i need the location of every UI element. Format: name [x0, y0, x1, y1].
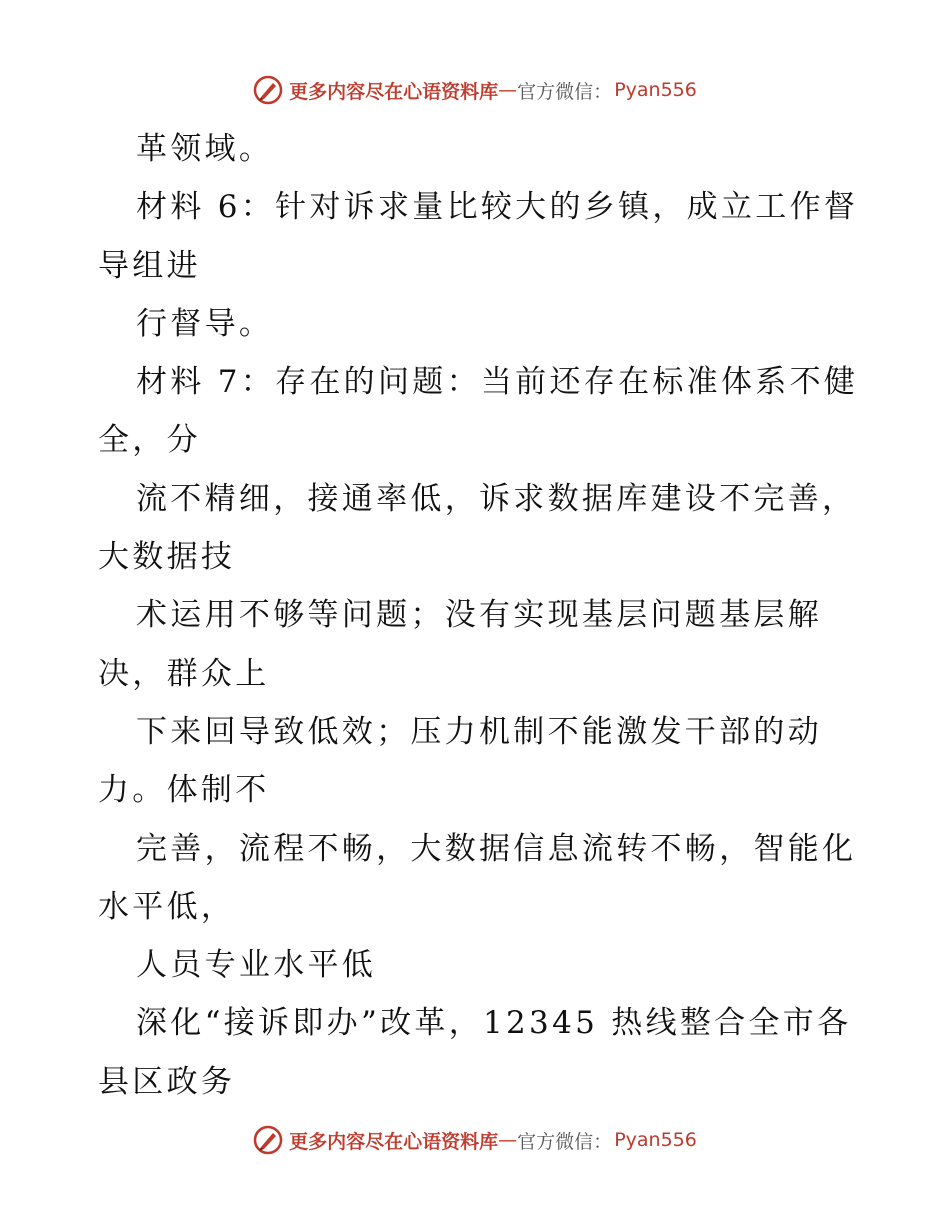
- text-line: 术运用不够等问题；没有实现基层问题基层解: [136, 597, 822, 634]
- text-line: 决，群众上: [98, 655, 270, 692]
- watermark-dash: —: [498, 1129, 518, 1151]
- watermark-text: 更多内容尽在心语资料库: [289, 1130, 499, 1153]
- watermark-official-label: 官方微信：: [517, 80, 613, 103]
- watermark-text: 更多内容尽在心语资料库: [289, 80, 499, 103]
- text-line: 大数据技: [98, 539, 236, 576]
- header-watermark: [0, 70, 950, 110]
- text-line: 人员专业水平低: [136, 947, 377, 984]
- text-line: 行督导。: [136, 305, 274, 342]
- text-line: 全，分: [98, 422, 201, 459]
- document-body: [98, 120, 858, 1111]
- text-line: 材料 6：针对诉求量比较大的乡镇，成立工作督: [136, 189, 858, 226]
- text-line: 革领域。: [136, 131, 274, 167]
- text-line: 导组进: [98, 247, 201, 284]
- text-line: 完善，流程不畅，大数据信息流转不畅，智能化: [136, 830, 857, 867]
- watermark-wechat-id: Pyan556: [614, 79, 697, 101]
- footer-watermark: [0, 1120, 950, 1160]
- text-line: 县区政务: [98, 1063, 236, 1100]
- pen-quill-icon: [253, 75, 283, 105]
- text-line: 水平低，: [98, 888, 236, 925]
- text-line: 力。体制不: [98, 772, 270, 809]
- text-line: 深化“接诉即办”改革，12345 热线整合全市各: [136, 1005, 852, 1042]
- watermark-official-label: 官方微信：: [517, 1130, 613, 1153]
- watermark-dash: —: [498, 79, 518, 101]
- text-line: 材料 7：存在的问题：当前还存在标准体系不健: [136, 364, 858, 401]
- text-line: 下来回导致低效；压力机制不能激发干部的动: [136, 713, 822, 750]
- watermark-wechat-id: Pyan556: [614, 1129, 697, 1151]
- text-line: 流不精细，接通率低，诉求数据库建设不完善，: [136, 480, 857, 517]
- pen-quill-icon: [253, 1125, 283, 1155]
